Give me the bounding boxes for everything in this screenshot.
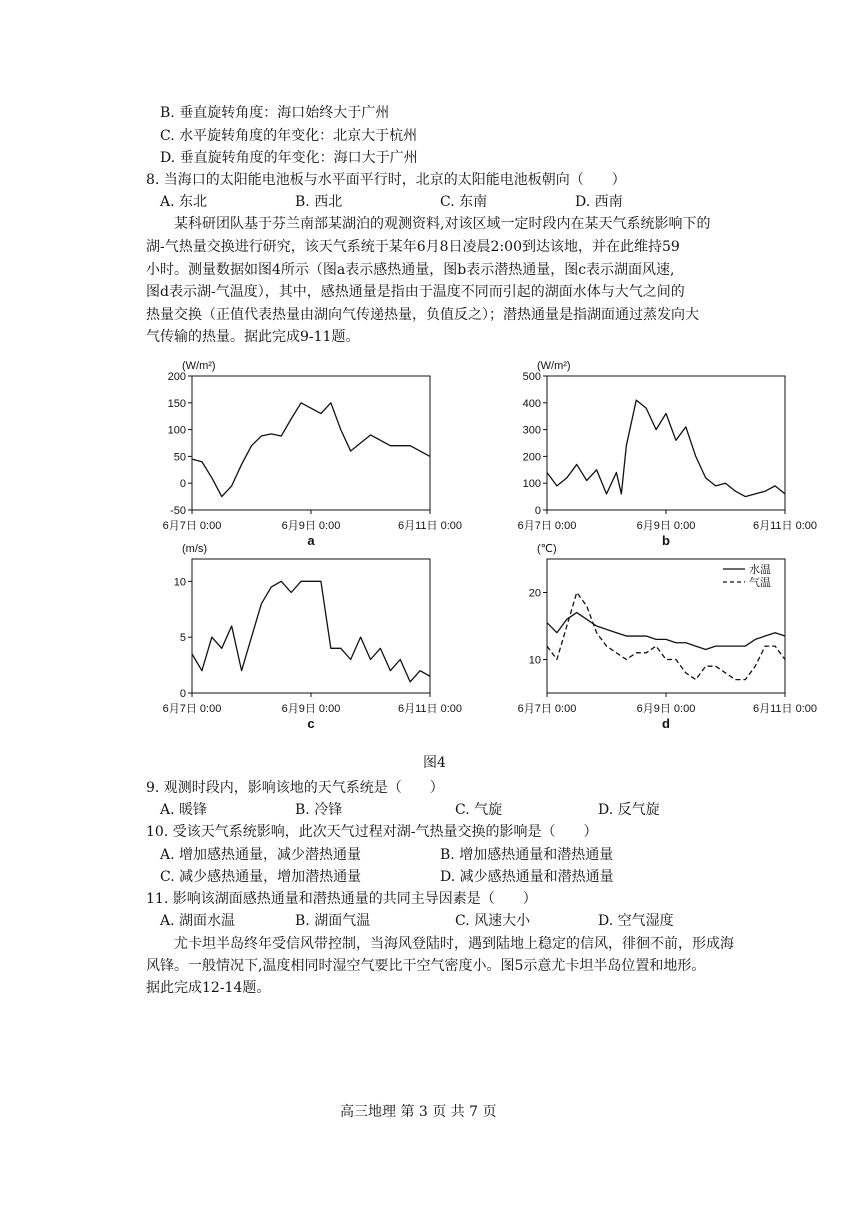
q7-option-b: B. 垂直旋转角度：海口始终大于广州 (160, 105, 390, 121)
legend-label: 气温 (749, 577, 771, 589)
q9-option-d: D. 反气旋 (598, 802, 660, 818)
y-tick-label: 100 (522, 478, 541, 491)
y-tick-label: 200 (167, 371, 186, 383)
q9-option-c: C. 气旋 (455, 802, 503, 818)
q10-option-a: A. 增加感热通量，减少潜热通量 (160, 847, 362, 863)
page-footer: 高三地理 第 3 页 共 7 页 (340, 1104, 497, 1120)
passage2-line-3: 据此完成12-14题。 (146, 980, 271, 996)
x-tick-label: 6月7日 0:00 (162, 703, 222, 715)
q8-option-b: B. 西北 (295, 194, 343, 210)
y-tick-label: 0 (179, 478, 186, 491)
figure-caption: 图4 (423, 755, 446, 771)
q11-option-a: A. 湖面水温 (160, 913, 236, 929)
q10-option-c: C. 减少感热通量，增加潜热通量 (160, 869, 362, 885)
x-tick-label: 6月11日 0:00 (397, 703, 463, 715)
q10-stem: 10. 受该天气系统影响，此次天气过程对湖-气热量交换的影响是（ ） (146, 824, 598, 840)
x-tick-label: 6月11日 0:00 (397, 520, 463, 532)
chart-sub-label: a (307, 533, 315, 548)
series-line (547, 400, 785, 496)
y-tick-label: 500 (522, 371, 541, 383)
y-tick-label: 20 (528, 587, 541, 600)
passage1-line-5: 热量交换（正值代表热量由湖向气传递热量，负值反之）；潜热通量是指湖面通过蒸发向大 (146, 307, 699, 323)
chart-b (505, 355, 825, 550)
chart-d-svg (505, 538, 825, 733)
y-unit-label: (m/s) (182, 543, 208, 555)
passage1-line-4: 图d表示湖-气温度），其中，感热通量是指由于温度不同而引起的湖面水体与大气之间的 (146, 284, 685, 300)
y-tick-label: 150 (167, 397, 186, 410)
y-unit-label: (℃) (537, 543, 557, 555)
y-tick-label: 0 (179, 688, 186, 700)
y-tick-label: 50 (173, 451, 186, 464)
chart-sub-label: d (662, 716, 670, 731)
x-tick-label: 6月11日 0:00 (752, 520, 818, 532)
series-line (192, 581, 430, 682)
chart-sub-label: b (662, 533, 670, 548)
series-line (547, 593, 785, 680)
q9-option-b: B. 冷锋 (295, 802, 343, 818)
x-tick-label: 6月7日 0:00 (162, 520, 222, 532)
q10-option-d: D. 减少感热通量和潜热通量 (440, 869, 614, 885)
y-tick-label: 100 (167, 424, 186, 437)
chart-c-svg (150, 538, 470, 733)
x-tick-label: 6月9日 0:00 (281, 520, 341, 532)
chart-d (505, 538, 825, 733)
series-line (192, 403, 430, 497)
q8-option-d: D. 西南 (575, 194, 623, 210)
y-tick-label: 10 (528, 654, 541, 667)
x-tick-label: 6月9日 0:00 (636, 520, 696, 532)
q7-option-c: C. 水平旋转角度的年变化：北京大于杭州 (160, 128, 418, 144)
q11-option-d: D. 空气湿度 (598, 913, 674, 929)
legend-label: 水温 (749, 564, 771, 576)
q7-option-d: D. 垂直旋转角度的年变化：海口大于广州 (160, 150, 418, 166)
chart-a (150, 355, 470, 550)
chart-c (150, 538, 470, 733)
x-tick-label: 6月11日 0:00 (752, 703, 818, 715)
series-line (547, 613, 785, 650)
x-tick-label: 6月9日 0:00 (281, 703, 341, 715)
y-tick-label: 400 (522, 397, 541, 410)
q11-option-c: C. 风速大小 (455, 913, 531, 929)
passage1-line-3: 小时。测量数据如图4所示（图a表示感热通量，图b表示潜热通量，图c表示湖面风速, (146, 262, 675, 278)
passage1-line-2: 湖-气热量交换进行研究，该天气系统于某年6月8日凌晨2:00到达该地，并在此维持59 (146, 239, 680, 255)
y-tick-label: 10 (173, 576, 186, 589)
passage1-line-6: 气传输的热量。据此完成9-11题。 (146, 329, 360, 345)
y-tick-label: 5 (179, 632, 186, 645)
y-tick-label: 200 (522, 451, 541, 464)
plot-frame (192, 559, 430, 693)
passage2-line-2: 风锋。一般情况下,温度相同时湿空气要比干空气密度小。图5示意尤卡坦半岛位置和地形。 (146, 958, 706, 974)
x-tick-label: 6月7日 0:00 (517, 520, 577, 532)
y-unit-label: (W/m²) (537, 360, 571, 372)
chart-sub-label: c (307, 716, 315, 731)
q10-option-b: B. 增加感热通量和潜热通量 (440, 847, 614, 863)
passage2-line-1: 尤卡坦半岛终年受信风带控制，当海风登陆时，遇到陆地上稳定的信风，徘徊不前，形成海 (146, 936, 734, 952)
q8-option-c: C. 东南 (440, 194, 488, 210)
q11-stem: 11. 影响该湖面感热通量和潜热通量的共同主导因素是（ ） (146, 891, 537, 907)
chart-b-svg (505, 355, 825, 550)
q11-option-b: B. 湖面气温 (295, 913, 371, 929)
x-tick-label: 6月7日 0:00 (517, 703, 577, 715)
x-tick-label: 6月9日 0:00 (636, 703, 696, 715)
q9-option-a: A. 暖锋 (160, 802, 208, 818)
y-unit-label: (W/m²) (182, 360, 216, 372)
q8-stem: 8. 当海口的太阳能电池板与水平面平行时，北京的太阳能电池板朝向（ ） (146, 172, 626, 188)
y-tick-label: -50 (170, 505, 186, 517)
plot-frame (547, 376, 785, 510)
chart-a-svg (150, 355, 470, 550)
q8-option-a: A. 东北 (160, 194, 208, 210)
q9-stem: 9. 观测时段内，影响该地的天气系统是（ ） (146, 780, 444, 796)
y-tick-label: 300 (522, 424, 541, 437)
y-tick-label: 0 (534, 505, 541, 517)
passage1-line-1: 某科研团队基于芬兰南部某湖泊的观测资料,对该区域一定时段内在某天气系统影响下的 (146, 216, 711, 232)
